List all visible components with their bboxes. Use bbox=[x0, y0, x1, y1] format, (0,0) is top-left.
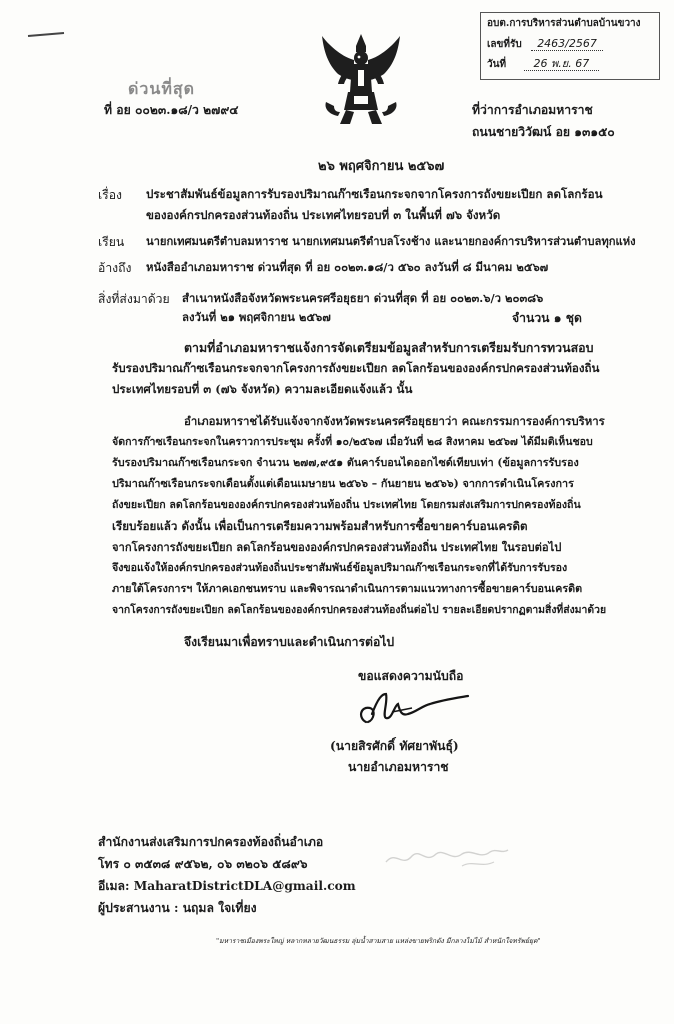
reference-label: อ้างถึง bbox=[98, 261, 132, 275]
body-paragraph2-line6: เรียบร้อยแล้ว ดังนั้น เพื่อเป็นการเตรียมความพร้อมสำหรับการซื้อขายคาร์บอนเครดิต bbox=[112, 519, 528, 533]
to-text: นายกเทศมนตรีตำบลมหาราช นายกเทศมนตรีตำบลโรงช้าง และนายกองค์การบริหารส่วนตำบลทุกแห่ง bbox=[146, 234, 636, 248]
body-paragraph1-line2: รับรองปริมาณก๊าซเรือนกระจกจากโครงการถังขยะเปียก ลดโลกร้อนขององค์กรปกครองส่วนท้องถิ่น bbox=[112, 361, 600, 375]
enclosure-line2: ลงวันที่ ๒๑ พฤศจิกายน ๒๕๖๗ bbox=[182, 310, 331, 324]
receipt-stamp bbox=[480, 12, 660, 80]
handwritten-signature bbox=[352, 688, 472, 728]
document-date: ๒๖ พฤศจิกายน ๒๕๖๗ bbox=[318, 159, 445, 174]
document-number: ที่ อย ๐๐๒๓.๑๘/ว ๒๗๙๔ bbox=[104, 103, 239, 117]
enclosure-line1: สำเนาหนังสือจังหวัดพระนครศรีอยุธยา ด่วนที่สุด ที่ อย ๐๐๒๓.๖/ว ๒๐๓๘๖ bbox=[182, 291, 544, 305]
body-paragraph2-line10: จากโครงการถังขยะเปียก ลดโลกร้อนขององค์กรปกครองส่วนท้องถิ่นต่อไป รายละเอียดปรากฏตามสิ่งที่ส่งมาด้วย bbox=[112, 604, 607, 616]
footer-slogan: "มหาราชเมืองพระใหญ่ หลากหลายวัฒนธรรม ลุ่มน้ำสามสาย แหล่งขายพริกดัง มีกลางไม่ไม้ สำหนักใจทรัพย์ยุค" bbox=[216, 937, 541, 945]
reference-text: หนังสืออำเภอมหาราช ด่วนที่สุด ที่ อย ๐๐๒๓.๑๘/ว ๕๖๐ ลงวันที่ ๘ มีนาคม ๒๕๖๗ bbox=[146, 260, 549, 274]
body-paragraph2-line8: จึงขอแจ้งให้องค์กรปกครองส่วนท้องถิ่นประชาสัมพันธ์ข้อมูลปริมาณก๊าซเรือนกระจกที่ได้รับการรับรอง bbox=[112, 562, 568, 574]
sender-address-line1: ที่ว่าการอำเภอมหาราช bbox=[472, 103, 593, 117]
stamp-receipt-label: เลขที่รับ bbox=[487, 39, 522, 50]
footer-phone: โทร ๐ ๓๕๓๘ ๙๕๖๒, ๐๖ ๓๒๐๖ ๕๘๙๖ bbox=[98, 857, 308, 871]
body-paragraph2-line1: อำเภอมหาราชได้รับแจ้งจากจังหวัดพระนครศรีอยุธยาว่า คณะกรรมการองค์การบริหาร bbox=[184, 414, 605, 428]
subject-label: เรื่อง bbox=[98, 188, 122, 202]
pen-mark-icon bbox=[26, 30, 66, 40]
body-paragraph2-line3: รับรองปริมาณก๊าซเรือนกระจก จำนวน ๒๗๗,๙๕๑ ตันคาร์บอนไดออกไซด์เทียบเท่า (ข้อมูลการรับรอง bbox=[112, 456, 579, 469]
signer-position: นายอำเภอมหาราช bbox=[348, 760, 449, 774]
stamp-receipt-number: 2463/2567 bbox=[531, 37, 603, 51]
stamp-agency: อบต.การบริหารส่วนตำบลบ้านขวาง bbox=[487, 18, 641, 29]
enclosure-label: สิ่งที่ส่งมาด้วย bbox=[98, 292, 170, 306]
body-paragraph2-line7: จากโครงการถังขยะเปียก ลดโลกร้อนขององค์กรปกครองส่วนท้องถิ่น ประเทศไทย ในรอบต่อไป bbox=[112, 540, 562, 554]
closing-salutation: ขอแสดงความนับถือ bbox=[358, 669, 464, 683]
sender-address-line2: ถนนชายวิวัฒน์ อย ๑๓๑๕๐ bbox=[472, 125, 615, 139]
body-paragraph1-line1: ตามที่อำเภอมหาราชแจ้งการจัดเตรียมข้อมูลสำหรับการเตรียมรับการทวนสอบ bbox=[184, 340, 594, 355]
signer-name: (นายสิรศักดิ์ ทัศยาพันธุ์) bbox=[330, 739, 459, 753]
to-label: เรียน bbox=[98, 235, 125, 249]
footer-coordinator: ผู้ประสานงาน : นฤมล ใจเที่ยง bbox=[98, 901, 257, 915]
subject-line1: ประชาสัมพันธ์ข้อมูลการรับรองปริมาณก๊าซเรือนกระจกจากโครงการถังขยะเปียก ลดโลกร้อน bbox=[146, 187, 603, 201]
body-paragraph1-line3: ประเทศไทยรอบที่ ๓ (๗๖ จังหวัด) ความละเอียดแจ้งแล้ว นั้น bbox=[112, 382, 413, 396]
subject-line2: ขององค์กรปกครองส่วนท้องถิ่น ประเทศไทยรอบที่ ๓ ในพื้นที่ ๗๖ จังหวัด bbox=[146, 208, 501, 222]
footer-email: อีเมล: MaharatDistrictDLA@gmail.com bbox=[98, 879, 356, 893]
body-paragraph2-line2: จัดการก๊าซเรือนกระจกในคราวการประชุม ครั้งที่ ๑๐/๒๕๖๗ เมื่อวันที่ ๒๘ สิงหาคม ๒๕๖๗ ได้มีมติเห็นชอบ bbox=[112, 436, 593, 448]
closing-request: จึงเรียนมาเพื่อทราบและดำเนินการต่อไป bbox=[184, 635, 395, 649]
garuda-emblem-icon bbox=[318, 30, 404, 126]
faint-handwriting bbox=[382, 842, 512, 872]
stamp-date-label: วันที่ bbox=[487, 59, 507, 70]
body-paragraph2-line9: ภายใต้โครงการฯ ให้ภาคเอกชนทราบ และพิจารณาดำเนินการตามแนวทางการซื้อขายคาร์บอนเครดิต bbox=[112, 582, 583, 595]
stamp-date-value: 26 พ.ย. 67 bbox=[524, 57, 600, 71]
body-paragraph2-line5: ถังขยะเปียก ลดโลกร้อนขององค์กรปกครองส่วนท้องถิ่น ประเทศไทย โดยกรมส่งเสริมการปกครองท้องถิ่น bbox=[112, 499, 581, 511]
footer-office: สำนักงานส่งเสริมการปกครองท้องถิ่นอำเภอ bbox=[98, 835, 324, 849]
urgency-stamp: ด่วนที่สุด bbox=[128, 79, 196, 98]
body-paragraph2-line4: ปริมาณก๊าซเรือนกระจกเดือนตั้งแต่เดือนเมษายน ๒๕๖๖ – กันยายน ๒๕๖๖) จากการดำเนินโครงการ bbox=[112, 477, 574, 490]
enclosure-count: จำนวน ๑ ชุด bbox=[512, 311, 582, 325]
